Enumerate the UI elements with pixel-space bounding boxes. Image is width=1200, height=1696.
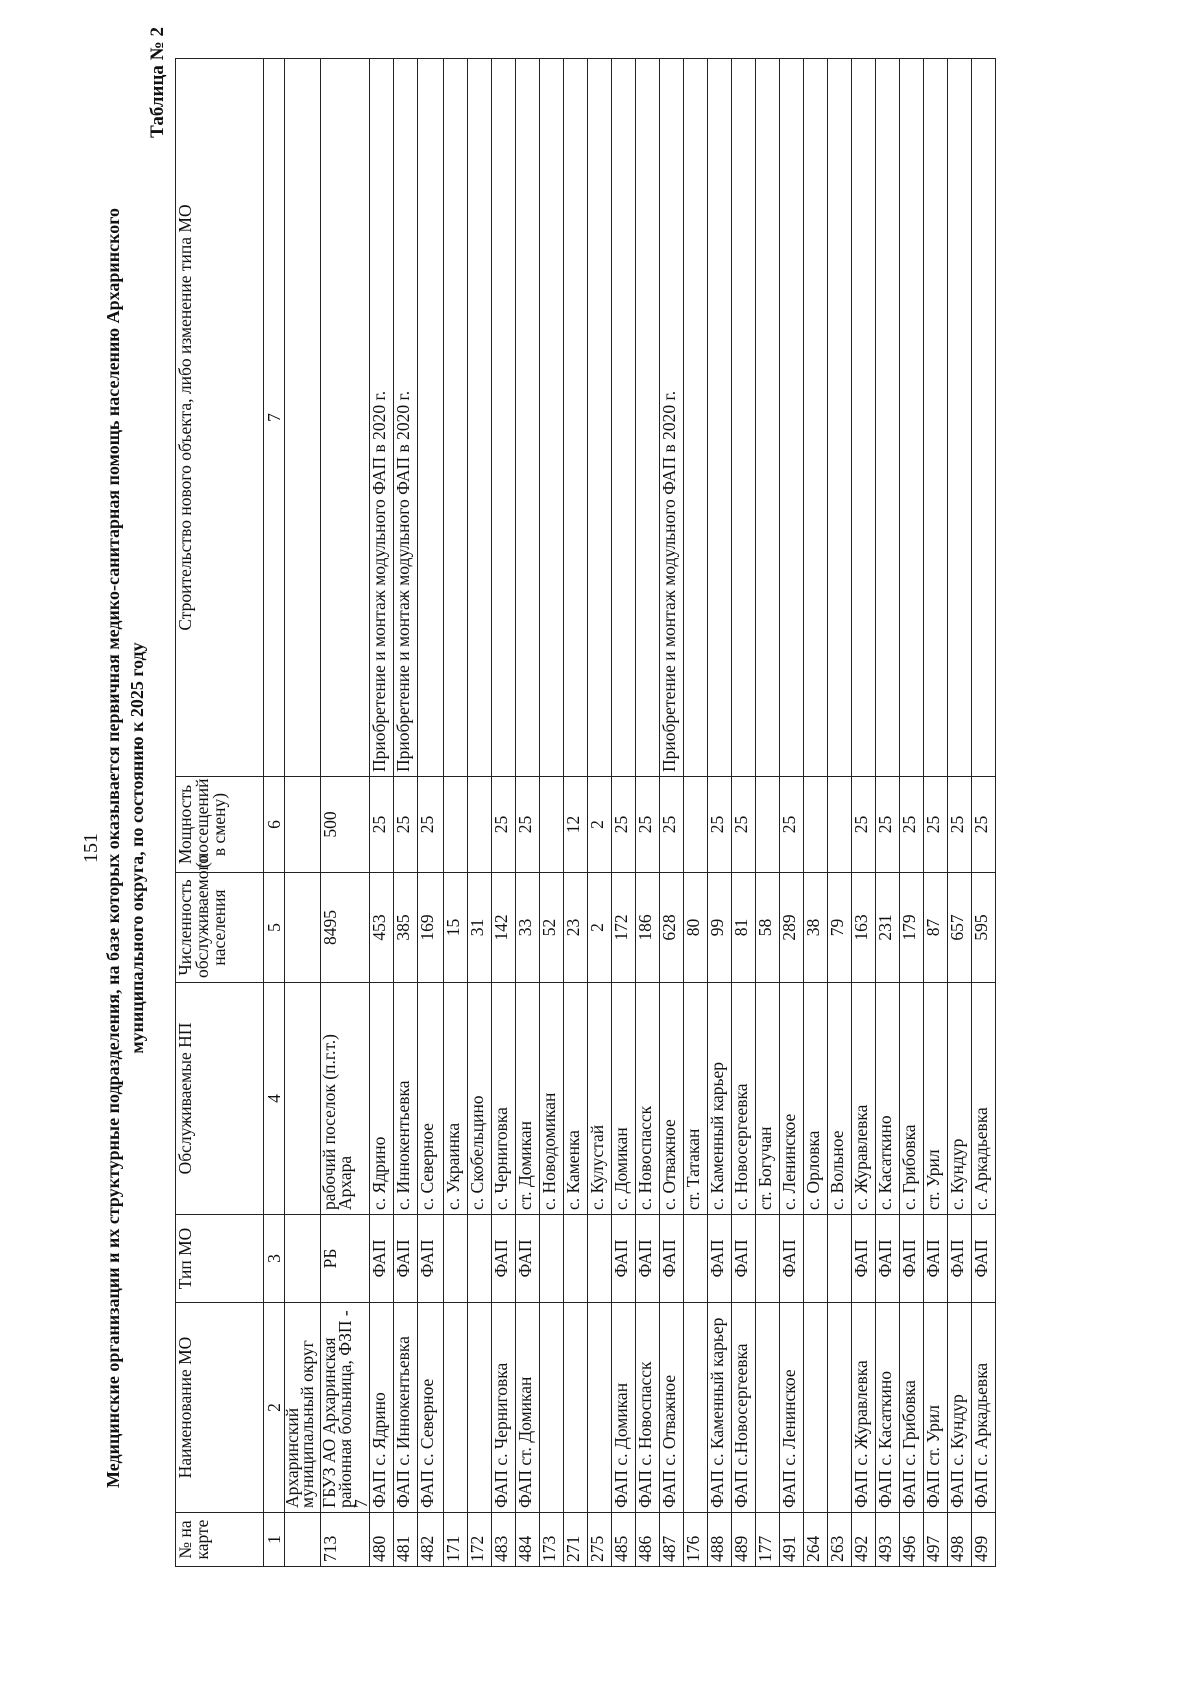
settlement-cell: с. Ленинское <box>780 983 804 1215</box>
mo-name-cell: ФАП ст. Домикан <box>516 1303 540 1513</box>
population-cell: 231 <box>876 873 900 983</box>
population-cell: 80 <box>684 873 708 983</box>
mo-name-cell: ФАП с. Аркадьевка <box>972 1303 996 1513</box>
mo-type-cell: ФАП <box>418 1215 444 1303</box>
population-cell: 38 <box>804 873 828 983</box>
settlement-cell: с. Новосергеевка <box>732 983 756 1215</box>
table-row <box>418 59 444 1567</box>
header-row <box>176 59 264 1567</box>
table-row <box>636 59 660 1567</box>
table-label: Таблица № 2 <box>147 27 168 138</box>
population-cell: 87 <box>924 873 948 983</box>
group-label: Архаринский муниципальный округ <box>285 1303 321 1513</box>
settlement-cell: с. Отважное <box>660 983 684 1215</box>
capacity-cell: 25 <box>660 777 684 873</box>
map-number-cell: 483 <box>492 1513 516 1567</box>
mo-type-cell: ФАП <box>924 1215 948 1303</box>
table-row <box>492 59 516 1567</box>
map-number-cell: 491 <box>780 1513 804 1567</box>
population-cell: 79 <box>828 873 852 983</box>
table-row <box>756 59 780 1567</box>
settlement-cell: рабочий поселок (п.г.т.) Архара <box>321 983 370 1215</box>
table-row <box>468 59 492 1567</box>
construction-cell <box>492 59 516 777</box>
capacity-cell: 25 <box>708 777 732 873</box>
table-row <box>588 59 612 1567</box>
mo-name-cell: ФАП с. Черниговка <box>492 1303 516 1513</box>
map-number-cell: 271 <box>564 1513 588 1567</box>
capacity-cell <box>468 777 492 873</box>
mo-type-cell <box>804 1215 828 1303</box>
table-cell <box>285 59 321 777</box>
construction-cell <box>756 59 780 777</box>
capacity-cell: 25 <box>370 777 394 873</box>
mo-name-cell: ФАП с. Ядрино <box>370 1303 394 1513</box>
settlement-cell: с. Каменка <box>564 983 588 1215</box>
table-row <box>612 59 636 1567</box>
mo-name-cell: ФАП с. Ленинское <box>780 1303 804 1513</box>
column-number: 3 <box>264 1215 285 1303</box>
mo-name-cell: ФАП с. Северное <box>418 1303 444 1513</box>
table-row <box>708 59 732 1567</box>
capacity-cell: 25 <box>900 777 924 873</box>
map-number-cell: 497 <box>924 1513 948 1567</box>
mo-name-cell: ФАП с. Журавлевка <box>852 1303 876 1513</box>
settlement-cell: с. Аркадьевка <box>972 983 996 1215</box>
construction-cell <box>924 59 948 777</box>
population-cell: 172 <box>612 873 636 983</box>
table-row <box>948 59 972 1567</box>
mo-name-cell: ФАП с. Отважное <box>660 1303 684 1513</box>
capacity-cell <box>756 777 780 873</box>
settlement-cell: ст. Домикан <box>516 983 540 1215</box>
mo-type-cell: ФАП <box>948 1215 972 1303</box>
map-number-cell: 493 <box>876 1513 900 1567</box>
population-cell: 33 <box>516 873 540 983</box>
column-number: 7 <box>264 59 285 777</box>
table-row <box>516 59 540 1567</box>
mo-type-cell <box>564 1215 588 1303</box>
map-number-cell: 489 <box>732 1513 756 1567</box>
mo-type-cell <box>684 1215 708 1303</box>
column-number: 6 <box>264 777 285 873</box>
mo-type-cell <box>540 1215 564 1303</box>
mo-type-cell <box>828 1215 852 1303</box>
construction-cell <box>828 59 852 777</box>
table-row <box>900 59 924 1567</box>
document-title-line-2: муниципального округа, по состоянию к 2025 году <box>127 642 147 1054</box>
mo-type-cell: ФАП <box>708 1215 732 1303</box>
mo-name-cell <box>588 1303 612 1513</box>
mo-name-cell <box>540 1303 564 1513</box>
mo-name-cell <box>444 1303 468 1513</box>
map-number-cell: 480 <box>370 1513 394 1567</box>
capacity-cell: 2 <box>588 777 612 873</box>
population-cell: 453 <box>370 873 394 983</box>
construction-cell <box>684 59 708 777</box>
mo-type-cell: ФАП <box>612 1215 636 1303</box>
mo-type-cell: ФАП <box>876 1215 900 1303</box>
population-cell: 31 <box>468 873 492 983</box>
header-capacity: Мощность (посещений в смену) <box>176 777 264 873</box>
table-cell <box>285 873 321 983</box>
mo-name-cell: ФАП с. Каменный карьер <box>708 1303 732 1513</box>
mo-name-cell: ФАП с. Новоспасск <box>636 1303 660 1513</box>
population-cell: 99 <box>708 873 732 983</box>
header-served-settlements: Обслуживаемые НП <box>176 983 264 1215</box>
capacity-cell: 25 <box>636 777 660 873</box>
map-number-cell: 482 <box>418 1513 444 1567</box>
map-number-cell: 171 <box>444 1513 468 1567</box>
mo-name-cell: ФАП с. Грибовка <box>900 1303 924 1513</box>
capacity-cell: 25 <box>876 777 900 873</box>
mo-name-cell <box>564 1303 588 1513</box>
mo-name-cell: ФАП с.Новосергеевка <box>732 1303 756 1513</box>
settlement-cell: с. Иннокентьевка <box>394 983 418 1215</box>
mo-type-cell <box>756 1215 780 1303</box>
settlement-cell: с. Каменный карьер <box>708 983 732 1215</box>
settlement-cell: с. Новоспасск <box>636 983 660 1215</box>
map-number-cell: 498 <box>948 1513 972 1567</box>
header-map-number: № на карте <box>176 1513 264 1567</box>
map-number-cell: 492 <box>852 1513 876 1567</box>
capacity-cell: 500 <box>321 777 370 873</box>
header-population: Численность обслуживаемого населения <box>176 873 264 983</box>
header-construction: Строительство нового объекта, либо изменение типа МО <box>176 59 264 777</box>
mo-type-cell: ФАП <box>660 1215 684 1303</box>
map-number-cell: 263 <box>828 1513 852 1567</box>
mo-type-cell: ФАП <box>492 1215 516 1303</box>
capacity-cell: 25 <box>924 777 948 873</box>
settlement-cell: с. Кулустай <box>588 983 612 1215</box>
map-number-cell: 484 <box>516 1513 540 1567</box>
capacity-cell <box>828 777 852 873</box>
population-cell: 179 <box>900 873 924 983</box>
group-row <box>285 59 321 1567</box>
map-number-cell: 173 <box>540 1513 564 1567</box>
population-cell: 628 <box>660 873 684 983</box>
mo-name-cell: ГБУЗ АО Архаринская районная больница, ФЗП - 7 <box>321 1303 370 1513</box>
population-cell: 186 <box>636 873 660 983</box>
table-row <box>924 59 948 1567</box>
medical-organizations-table <box>175 58 996 1567</box>
settlement-cell: ст. Урил <box>924 983 948 1215</box>
construction-cell <box>516 59 540 777</box>
construction-cell <box>321 59 370 777</box>
mo-name-cell <box>468 1303 492 1513</box>
table-row <box>394 59 418 1567</box>
construction-cell: Приобретение и монтаж модульного ФАП в 2020 г. <box>370 59 394 777</box>
column-number-row <box>264 59 285 1567</box>
mo-type-cell: РБ <box>321 1215 370 1303</box>
map-number-cell: 487 <box>660 1513 684 1567</box>
population-cell: 289 <box>780 873 804 983</box>
table-row <box>804 59 828 1567</box>
population-cell: 58 <box>756 873 780 983</box>
settlement-cell: с. Орловка <box>804 983 828 1215</box>
construction-cell <box>708 59 732 777</box>
settlement-cell: с. Касаткино <box>876 983 900 1215</box>
mo-type-cell: ФАП <box>732 1215 756 1303</box>
page-number: 151 <box>80 833 102 863</box>
mo-name-cell: ФАП с. Иннокентьевка <box>394 1303 418 1513</box>
map-number-cell: 499 <box>972 1513 996 1567</box>
population-cell: 142 <box>492 873 516 983</box>
construction-cell <box>564 59 588 777</box>
header-mo-type: Тип МО <box>176 1215 264 1303</box>
settlement-cell: с. Журавлевка <box>852 983 876 1215</box>
mo-name-cell: ФАП с. Касаткино <box>876 1303 900 1513</box>
population-cell: 169 <box>418 873 444 983</box>
mo-name-cell <box>684 1303 708 1513</box>
population-cell: 15 <box>444 873 468 983</box>
capacity-cell: 25 <box>972 777 996 873</box>
construction-cell <box>612 59 636 777</box>
construction-cell <box>732 59 756 777</box>
construction-cell: Приобретение и монтаж модульного ФАП в 2020 г. <box>394 59 418 777</box>
settlement-cell: ст. Богучан <box>756 983 780 1215</box>
mo-name-cell <box>756 1303 780 1513</box>
settlement-cell: с. Домикан <box>612 983 636 1215</box>
map-number-cell: 172 <box>468 1513 492 1567</box>
header-mo-name: Наименование МО <box>176 1303 264 1513</box>
map-number-cell: 496 <box>900 1513 924 1567</box>
table-row <box>684 59 708 1567</box>
capacity-cell: 12 <box>564 777 588 873</box>
settlement-cell: с. Вольное <box>828 983 852 1215</box>
map-number-cell: 488 <box>708 1513 732 1567</box>
map-number-cell: 486 <box>636 1513 660 1567</box>
population-cell: 81 <box>732 873 756 983</box>
settlement-cell: с. Грибовка <box>900 983 924 1215</box>
mo-type-cell: ФАП <box>370 1215 394 1303</box>
construction-cell <box>900 59 924 777</box>
construction-cell <box>588 59 612 777</box>
map-number-cell: 481 <box>394 1513 418 1567</box>
column-number: 2 <box>264 1303 285 1513</box>
construction-cell <box>540 59 564 777</box>
capacity-cell <box>684 777 708 873</box>
map-number-cell: 713 <box>321 1513 370 1567</box>
population-cell: 385 <box>394 873 418 983</box>
table-body <box>282 59 996 1567</box>
capacity-cell: 25 <box>948 777 972 873</box>
column-number: 1 <box>264 1513 285 1567</box>
mo-type-cell <box>444 1215 468 1303</box>
mo-type-cell: ФАП <box>780 1215 804 1303</box>
table-row <box>660 59 684 1567</box>
capacity-cell: 25 <box>394 777 418 873</box>
mo-type-cell: ФАП <box>394 1215 418 1303</box>
mo-type-cell: ФАП <box>972 1215 996 1303</box>
mo-type-cell: ФАП <box>516 1215 540 1303</box>
capacity-cell: 25 <box>612 777 636 873</box>
construction-cell <box>418 59 444 777</box>
construction-cell <box>804 59 828 777</box>
table-row <box>828 59 852 1567</box>
population-cell: 163 <box>852 873 876 983</box>
mo-type-cell: ФАП <box>636 1215 660 1303</box>
construction-cell <box>948 59 972 777</box>
population-cell: 657 <box>948 873 972 983</box>
table-row <box>370 59 394 1567</box>
table-row <box>540 59 564 1567</box>
map-number-cell: 264 <box>804 1513 828 1567</box>
mo-name-cell <box>828 1303 852 1513</box>
settlement-cell: с. Кундур <box>948 983 972 1215</box>
population-cell: 23 <box>564 873 588 983</box>
table-cell <box>285 1513 321 1567</box>
mo-type-cell <box>468 1215 492 1303</box>
table-row <box>321 59 370 1567</box>
table-row <box>564 59 588 1567</box>
map-number-cell: 177 <box>756 1513 780 1567</box>
capacity-cell: 25 <box>852 777 876 873</box>
table-row <box>780 59 804 1567</box>
construction-cell <box>468 59 492 777</box>
table-cell <box>285 777 321 873</box>
settlement-cell: с. Скобельцино <box>468 983 492 1215</box>
map-number-cell: 485 <box>612 1513 636 1567</box>
construction-cell <box>780 59 804 777</box>
settlement-cell: с. Украинка <box>444 983 468 1215</box>
construction-cell <box>444 59 468 777</box>
population-cell: 595 <box>972 873 996 983</box>
mo-type-cell: ФАП <box>900 1215 924 1303</box>
column-number: 4 <box>264 983 285 1215</box>
mo-type-cell <box>588 1215 612 1303</box>
capacity-cell: 25 <box>732 777 756 873</box>
mo-name-cell <box>804 1303 828 1513</box>
capacity-cell <box>804 777 828 873</box>
population-cell: 2 <box>588 873 612 983</box>
table-cell <box>285 983 321 1215</box>
column-number: 5 <box>264 873 285 983</box>
mo-name-cell: ФАП с. Кундур <box>948 1303 972 1513</box>
table-cell <box>285 1215 321 1303</box>
population-cell: 52 <box>540 873 564 983</box>
capacity-cell <box>540 777 564 873</box>
construction-cell <box>636 59 660 777</box>
settlement-cell: с. Черниговка <box>492 983 516 1215</box>
construction-cell: Приобретение и монтаж модульного ФАП в 2020 г. <box>660 59 684 777</box>
table-row <box>972 59 996 1567</box>
settlement-cell: ст. Татакан <box>684 983 708 1215</box>
map-number-cell: 275 <box>588 1513 612 1567</box>
construction-cell <box>876 59 900 777</box>
population-cell: 8495 <box>321 873 370 983</box>
mo-name-cell: ФАП ст. Урил <box>924 1303 948 1513</box>
capacity-cell: 25 <box>418 777 444 873</box>
table-row <box>732 59 756 1567</box>
capacity-cell: 25 <box>516 777 540 873</box>
settlement-cell: с. Новодомикан <box>540 983 564 1215</box>
settlement-cell: с. Северное <box>418 983 444 1215</box>
capacity-cell: 25 <box>492 777 516 873</box>
construction-cell <box>852 59 876 777</box>
capacity-cell <box>444 777 468 873</box>
construction-cell <box>972 59 996 777</box>
document-title-line-1: Медицинские организации и их структурные подразделения, на базе которых оказывается первичная медико-санитарная помощь населению Архаринского <box>103 208 123 1488</box>
mo-type-cell: ФАП <box>852 1215 876 1303</box>
table-row <box>444 59 468 1567</box>
mo-name-cell: ФАП с. Домикан <box>612 1303 636 1513</box>
settlement-cell: с. Ядрино <box>370 983 394 1215</box>
capacity-cell: 25 <box>780 777 804 873</box>
map-number-cell: 176 <box>684 1513 708 1567</box>
table-row <box>852 59 876 1567</box>
table-row <box>876 59 900 1567</box>
